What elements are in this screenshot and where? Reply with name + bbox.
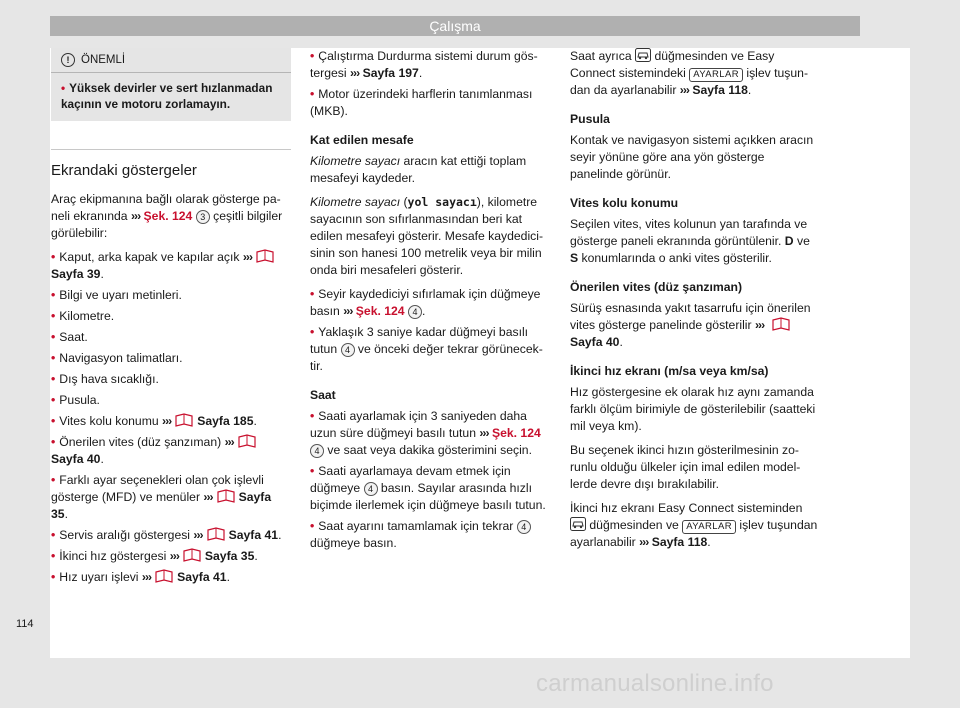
bullet-icon: • — [310, 519, 315, 533]
page-link[interactable]: Sayfa 197 — [362, 66, 419, 80]
column-left — [51, 48, 291, 590]
list-item: • Bilgi ve uyarı metinleri. — [51, 288, 182, 302]
figure-link[interactable]: Şek. 124 — [491, 426, 541, 440]
column-right — [570, 48, 820, 558]
ref-arrow-icon: ››› — [224, 435, 234, 449]
bullet-list — [51, 249, 291, 586]
ref-arrow-icon: ››› — [203, 490, 213, 504]
settings-button-label: AYARLAR — [682, 520, 736, 534]
bullet-icon: • — [51, 309, 56, 323]
bullet-icon: • — [310, 464, 315, 478]
ref-arrow-icon: ››› — [679, 83, 689, 97]
page-link[interactable]: Sayfa 41 — [177, 570, 227, 584]
ref-arrow-icon: ››› — [162, 414, 172, 428]
paragraph: Kilometre sayacı aracın kat ettiği toplam mesafeyi kaydeder. — [310, 154, 527, 185]
bullet-icon: • — [310, 325, 315, 339]
car-button-icon — [635, 48, 651, 62]
list-item: • Saati ayarlamaya devam etmek için düğmeye 4 basın. Sayılar arasında hızlı biçimde ilerlemek için düğmeye basılı tutun. — [310, 464, 546, 512]
display-text: yol sayacı — [407, 195, 477, 209]
figure-link[interactable]: Şek. 124 — [355, 304, 405, 318]
ref-arrow-icon: ››› — [479, 426, 489, 440]
book-icon — [206, 527, 226, 541]
page-link[interactable]: Sayfa 39 — [51, 267, 101, 281]
list-item: • İkinci hız göstergesi ››› Sayfa 35. — [51, 549, 258, 563]
figure-link[interactable]: Şek. 124 — [143, 209, 193, 223]
paragraph: Seçilen vites, vites kolunun yan tarafında ve gösterge paneli ekranında görüntülenir. D ve S konumlarında o anki vites gösterilir. — [570, 217, 810, 265]
ref-arrow-icon: ››› — [754, 318, 765, 332]
car-button-icon — [570, 517, 586, 531]
list-item: • Pusula. — [51, 393, 100, 407]
bullet-icon: • — [51, 288, 56, 302]
ref-arrow-icon: ››› — [349, 66, 360, 80]
callout-number: 4 — [517, 520, 531, 534]
callout-number: 4 — [310, 444, 324, 458]
heading-second-speed: İkinci hız ekranı (m/sa veya km/sa) — [570, 364, 769, 378]
paragraph: Sürüş esnasında yakıt tasarrufu için önerilen vites gösterge panelinde gösterilir ››› Sayfa 40. — [570, 301, 811, 349]
list-item: • Saati ayarlamak için 3 saniyeden daha uzun süre düğmeyi basılı tutun ››› Şek. 124 4 ve saat veya dakika gösterimini seçin. — [310, 409, 541, 457]
heading-compass: Pusula — [570, 112, 610, 126]
bullet-icon: • — [61, 81, 66, 95]
intro-paragraph: Araç ekipmanına bağlı olarak gösterge paneli ekranında ››› Şek. 124 3 çeşitli bilgiler görülebilir: — [51, 192, 283, 240]
callout-number: 3 — [196, 210, 210, 224]
list-item: • Vites kolu konumu ››› Sayfa 185. — [51, 414, 257, 428]
list-item: • Kaput, arka kapak ve kapılar açık ›››Sayfa 39. — [51, 249, 291, 283]
bullet-icon: • — [51, 351, 56, 365]
ref-arrow-icon: ››› — [193, 528, 203, 542]
book-icon — [771, 317, 791, 331]
bullet-icon: • — [310, 409, 315, 423]
warning-label: ÖNEMLİ — [81, 54, 126, 66]
warning-header — [51, 48, 291, 73]
bullet-icon: • — [51, 528, 56, 542]
bullet-icon: • — [51, 570, 56, 584]
watermark: carmanualsonline.info — [536, 670, 774, 697]
list-item: • Servis aralığı göstergesi ››› Sayfa 41. — [51, 528, 282, 542]
page-header: Çalışma — [50, 16, 860, 36]
list-item: • Çalıştırma Durdurma sistemi durum göstergesi ››› Sayfa 197. — [310, 49, 538, 80]
page-link[interactable]: Sayfa 40 — [570, 335, 620, 349]
page-link[interactable]: Sayfa 41 — [228, 528, 279, 542]
bullet-icon: • — [310, 287, 315, 301]
page-link[interactable]: Sayfa 40 — [51, 452, 101, 466]
paragraph: İkinci hız ekranı Easy Connect sisteminden düğmesinden ve AYARLAR işlev tuşundan ayarlanabilir ››› Sayfa 118. — [570, 501, 818, 549]
book-icon — [182, 548, 202, 562]
list-item: • Önerilen vites (düz şanzıman) ›››Sayfa 40. — [51, 434, 291, 468]
paragraph: Kontak ve navigasyon sistemi açıkken aracın seyir yönüne göre ana yön gösterge panelinde görünür. — [570, 133, 814, 181]
callout-number: 4 — [364, 482, 378, 496]
heading-trip: Kat edilen mesafe — [310, 133, 414, 147]
heading-clock: Saat — [310, 388, 336, 402]
callout-number: 4 — [341, 343, 355, 357]
bullet-icon: • — [51, 393, 56, 407]
paragraph: Saat ayrıca düğmesinden ve Easy Connect sistemindeki AYARLAR işlev tuşundan da ayarlanabilir ››› Sayfa 118. — [570, 49, 809, 97]
page-link[interactable]: Sayfa 35 — [204, 549, 255, 563]
book-icon — [154, 569, 174, 583]
settings-button-label: AYARLAR — [689, 68, 743, 82]
bullet-icon: • — [51, 250, 56, 264]
list-item: • Saat. — [51, 330, 88, 344]
book-icon — [216, 489, 236, 503]
list-item: • Dış hava sıcaklığı. — [51, 372, 159, 386]
book-icon — [174, 413, 194, 427]
warning-icon: ! — [61, 53, 75, 67]
list-item: • Navigasyon talimatları. — [51, 351, 183, 365]
heading-gear: Vites kolu konumu — [570, 196, 679, 210]
bullet-icon: • — [51, 330, 56, 344]
list-item: • Kilometre. — [51, 309, 115, 323]
list-item: • Motor üzerindeki harflerin tanımlanması (MKB). — [310, 87, 533, 118]
paragraph: Bu seçenek ikinci hızın gösterilmesinin zorunlu olduğu ülkeler için imal edilen modellerde devre dışı bırakılabilir. — [570, 443, 801, 491]
callout-number: 4 — [408, 305, 422, 319]
bullet-icon: • — [51, 435, 56, 449]
page-link[interactable]: Sayfa 118 — [692, 83, 748, 97]
ref-arrow-icon: ››› — [141, 570, 152, 584]
list-item: • Seyir kaydediciyi sıfırlamak için düğmeye basın ››› Şek. 124 4 . — [310, 287, 541, 318]
warning-box — [51, 48, 291, 121]
paragraph: Hız göstergesine ek olarak hız aynı zamanda farklı ölçüm birimiyle de gösterilebilir (saatteki mil veya km). — [570, 385, 816, 433]
ref-arrow-icon: ››› — [169, 549, 179, 563]
page-link[interactable]: Sayfa 185 — [197, 414, 254, 428]
column-middle — [310, 48, 550, 556]
ref-arrow-icon: ››› — [242, 250, 253, 264]
book-icon — [237, 434, 257, 448]
warning-text-content: Yüksek devirler ve sert hızlanmadan kaçının ve motoru zorlamayın. — [61, 81, 273, 111]
bullet-icon: • — [310, 87, 315, 101]
list-item: • Yaklaşık 3 saniye kadar düğmeyi basılı tutun 4 ve önceki değer tekrar görünecektir. — [310, 325, 543, 373]
page-number: 114 — [16, 618, 34, 630]
list-item: • Saat ayarını tamamlamak için tekrar 4 düğmeye basın. — [310, 518, 550, 552]
paragraph: Kilometre sayacı (yol sayacı), kilometre sayacının son sıfırlanmasından beri kat edilen mesafeyi gösterir. Mesafe kaydedicisinin son hanesi 100 metrelik veya bir milin onda biri mesafeleri gösterir. — [310, 195, 544, 277]
page-link[interactable]: Sayfa 35 — [51, 490, 272, 521]
bullet-icon: • — [51, 473, 56, 487]
list-item: • Hız uyarı işlevi ››› Sayfa 41. — [51, 570, 230, 584]
ref-arrow-icon: ››› — [130, 209, 141, 223]
ref-arrow-icon: ››› — [343, 304, 353, 318]
warning-text — [51, 73, 291, 121]
heading-recommended-gear: Önerilen vites (düz şanzıman) — [570, 280, 743, 294]
bullet-icon: • — [51, 372, 56, 386]
ref-arrow-icon: ››› — [639, 535, 649, 549]
bullet-icon: • — [310, 49, 315, 63]
page-link[interactable]: Sayfa 118 — [651, 535, 708, 549]
book-icon — [255, 249, 275, 263]
section-title: Ekrandaki göstergeler — [51, 149, 291, 179]
list-item: • Farklı ayar seçenekleri olan çok işlevli gösterge (MFD) ve menüler ››› Sayfa 35. — [51, 473, 272, 521]
bullet-icon: • — [51, 414, 56, 428]
bullet-icon: • — [51, 549, 56, 563]
